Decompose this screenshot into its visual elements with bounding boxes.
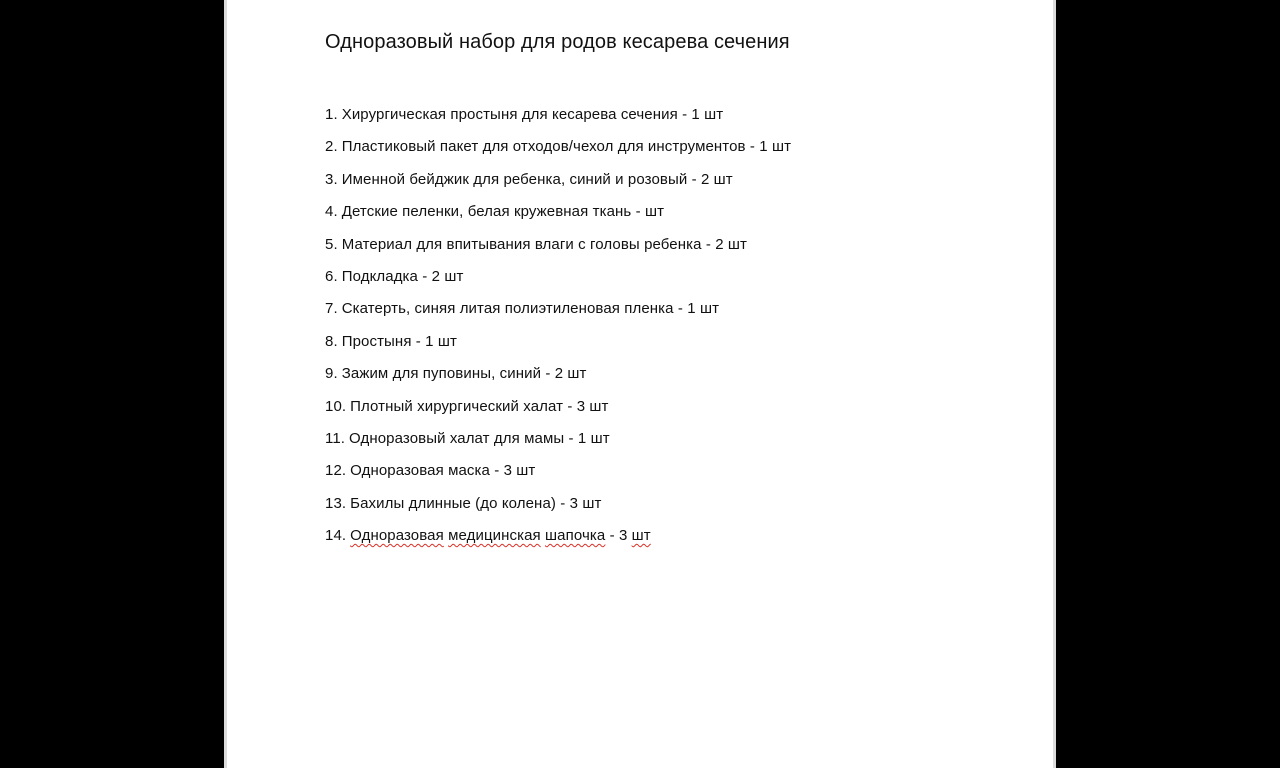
item-number: 1. [325, 106, 338, 123]
item-number: 3. [325, 170, 338, 188]
document-title: Одноразовый набор для родов кесарева сечения [325, 31, 790, 53]
list-item [325, 428, 791, 460]
item-number: 4. [325, 203, 338, 221]
list-item [325, 201, 791, 233]
list-item [325, 298, 791, 330]
item-number: 14. [325, 527, 347, 545]
item-number: 13. [325, 494, 347, 512]
list-item [325, 396, 791, 428]
item-number: 8. [325, 332, 338, 350]
item-text: Пластиковый пакет для отходов/чехол для инструментов - 1 шт [341, 138, 792, 156]
item-text: Одноразовый халат для мамы - 1 шт [349, 429, 610, 447]
list-item [325, 234, 791, 266]
item-number: 10. [325, 397, 347, 415]
list-item [325, 136, 791, 168]
spellcheck-word[interactable]: шапочка [545, 527, 606, 545]
item-text: Одноразовая медицинская шапочка - 3 шт [350, 527, 651, 545]
item-number: 11. [325, 429, 346, 447]
list-item [325, 493, 791, 525]
item-text: Одноразовая маска - 3 шт [350, 462, 536, 480]
list-item [325, 460, 791, 492]
item-number: 12. [325, 462, 347, 480]
item-text: Простыня - 1 шт [341, 332, 457, 350]
spellcheck-word[interactable]: Одноразовая [350, 527, 444, 545]
list-item [325, 169, 791, 201]
list-item [325, 266, 791, 298]
item-text: Подкладка - 2 шт [341, 267, 464, 285]
item-number: 7. [325, 300, 338, 318]
list-item [325, 363, 791, 395]
item-text: Бахилы длинные (до колена) - 3 шт [350, 494, 602, 512]
list-item [325, 525, 791, 557]
spellcheck-word[interactable]: медицинская [448, 527, 541, 545]
item-text: Плотный хирургический халат - 3 шт [350, 397, 609, 415]
item-text: Именной бейджик для ребенка, синий и розовый - 2 шт [341, 170, 733, 188]
item-text: Скатерть, синяя литая полиэтиленовая пленка - 1 шт [341, 300, 720, 318]
item-number: 5. [325, 235, 338, 253]
list-item [325, 104, 791, 136]
item-list [325, 104, 791, 557]
list-item [325, 331, 791, 363]
item-number: 6. [325, 267, 338, 285]
spellcheck-word[interactable]: шт [631, 527, 651, 545]
item-number: 2. [325, 138, 338, 156]
item-text: Хирургическая простыня для кесарева сечения - 1 шт [341, 106, 724, 123]
item-number: 9. [325, 365, 338, 383]
document-page [224, 0, 1056, 768]
item-text: Детские пеленки, белая кружевная ткань - шт [341, 203, 665, 221]
item-text: Материал для впитывания влаги с головы ребенка - 2 шт [341, 235, 748, 253]
item-text: Зажим для пуповины, синий - 2 шт [341, 365, 587, 383]
